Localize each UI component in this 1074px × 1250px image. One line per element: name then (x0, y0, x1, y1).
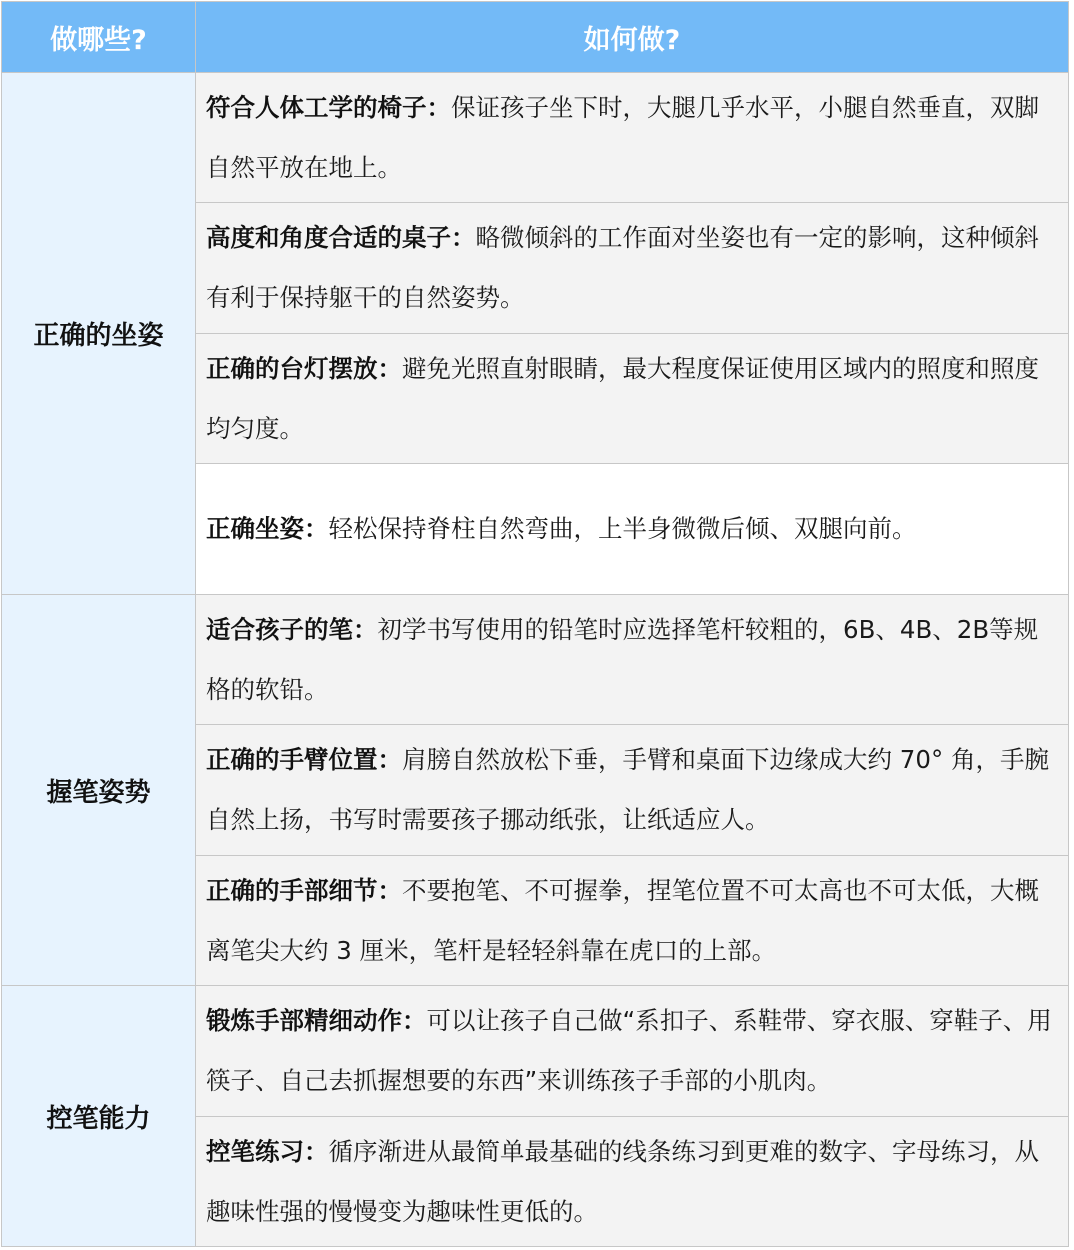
table-row (2, 595, 1069, 725)
table-cell (196, 986, 1069, 1117)
category-sitting-posture: 正确的坐姿 (2, 73, 196, 595)
item-title: 正确坐姿： (206, 514, 329, 543)
table-cell (196, 856, 1069, 986)
item-text: 可以让孩子自己做“系扣子、系鞋带、穿衣服、穿鞋子、用筷子、自己去抓握想要的东西”来训练孩子手部的小肌肉。 (206, 1006, 1052, 1095)
table-cell (196, 595, 1069, 725)
item-title: 控笔练习： (206, 1136, 329, 1166)
header-how: 如何做? (196, 2, 1069, 73)
item-text: 保证孩子坐下时，大腿几乎水平，小腿自然垂直，双脚自然平放在地上。 (206, 92, 1039, 182)
item-text: 初学书写使用的铅笔时应选择笔杆较粗的，6B、4B、2B等规格的软铅。 (206, 614, 1039, 704)
item-title: 锻炼手部精细动作： (206, 1006, 427, 1035)
table-row (2, 73, 1069, 203)
item-text: 不要抱笔、不可握拳，捏笔位置不可太高也不可太低，大概离笔尖大约 3 厘米，笔杆是轻轻斜靠在虎口的上部。 (206, 875, 1039, 965)
table-cell (196, 334, 1069, 464)
item-text: 略微倾斜的工作面对坐姿也有一定的影响，这种倾斜有利于保持躯干的自然姿势。 (206, 223, 1039, 312)
category-pen-grip: 握笔姿势 (2, 595, 196, 986)
header-what: 做哪些? (2, 2, 196, 73)
item-text: 循序渐进从最简单最基础的线条练习到更难的数字、字母练习，从趣味性强的慢慢变为趣味性更低的。 (206, 1136, 1039, 1226)
table-cell (196, 73, 1069, 203)
item-text: 避免光照直射眼睛，最大程度保证使用区域内的照度和照度均匀度。 (206, 353, 1039, 443)
category-pen-control: 控笔能力 (2, 986, 196, 1247)
table-cell (196, 464, 1069, 595)
item-text: 肩膀自然放松下垂，手臂和桌面下边缘成大约 70° 角，手腕自然上扬，书写时需要孩子挪动纸张，让纸适应人。 (206, 745, 1049, 834)
item-title: 高度和角度合适的桌子： (206, 223, 476, 252)
item-title: 正确的台灯摆放： (206, 353, 402, 383)
table-cell (196, 725, 1069, 856)
header-row (2, 2, 1069, 73)
table-cell (196, 1117, 1069, 1247)
item-title: 符合人体工学的椅子： (206, 92, 451, 122)
item-title: 适合孩子的笔： (206, 614, 378, 644)
item-text: 轻松保持脊柱自然弯曲，上半身微微后倾、双腿向前。 (328, 514, 917, 543)
guide-table (1, 1, 1069, 1247)
item-title: 正确的手臂位置： (206, 745, 402, 774)
item-title: 正确的手部细节： (206, 875, 402, 905)
table-row (2, 986, 1069, 1117)
table-cell (196, 203, 1069, 334)
